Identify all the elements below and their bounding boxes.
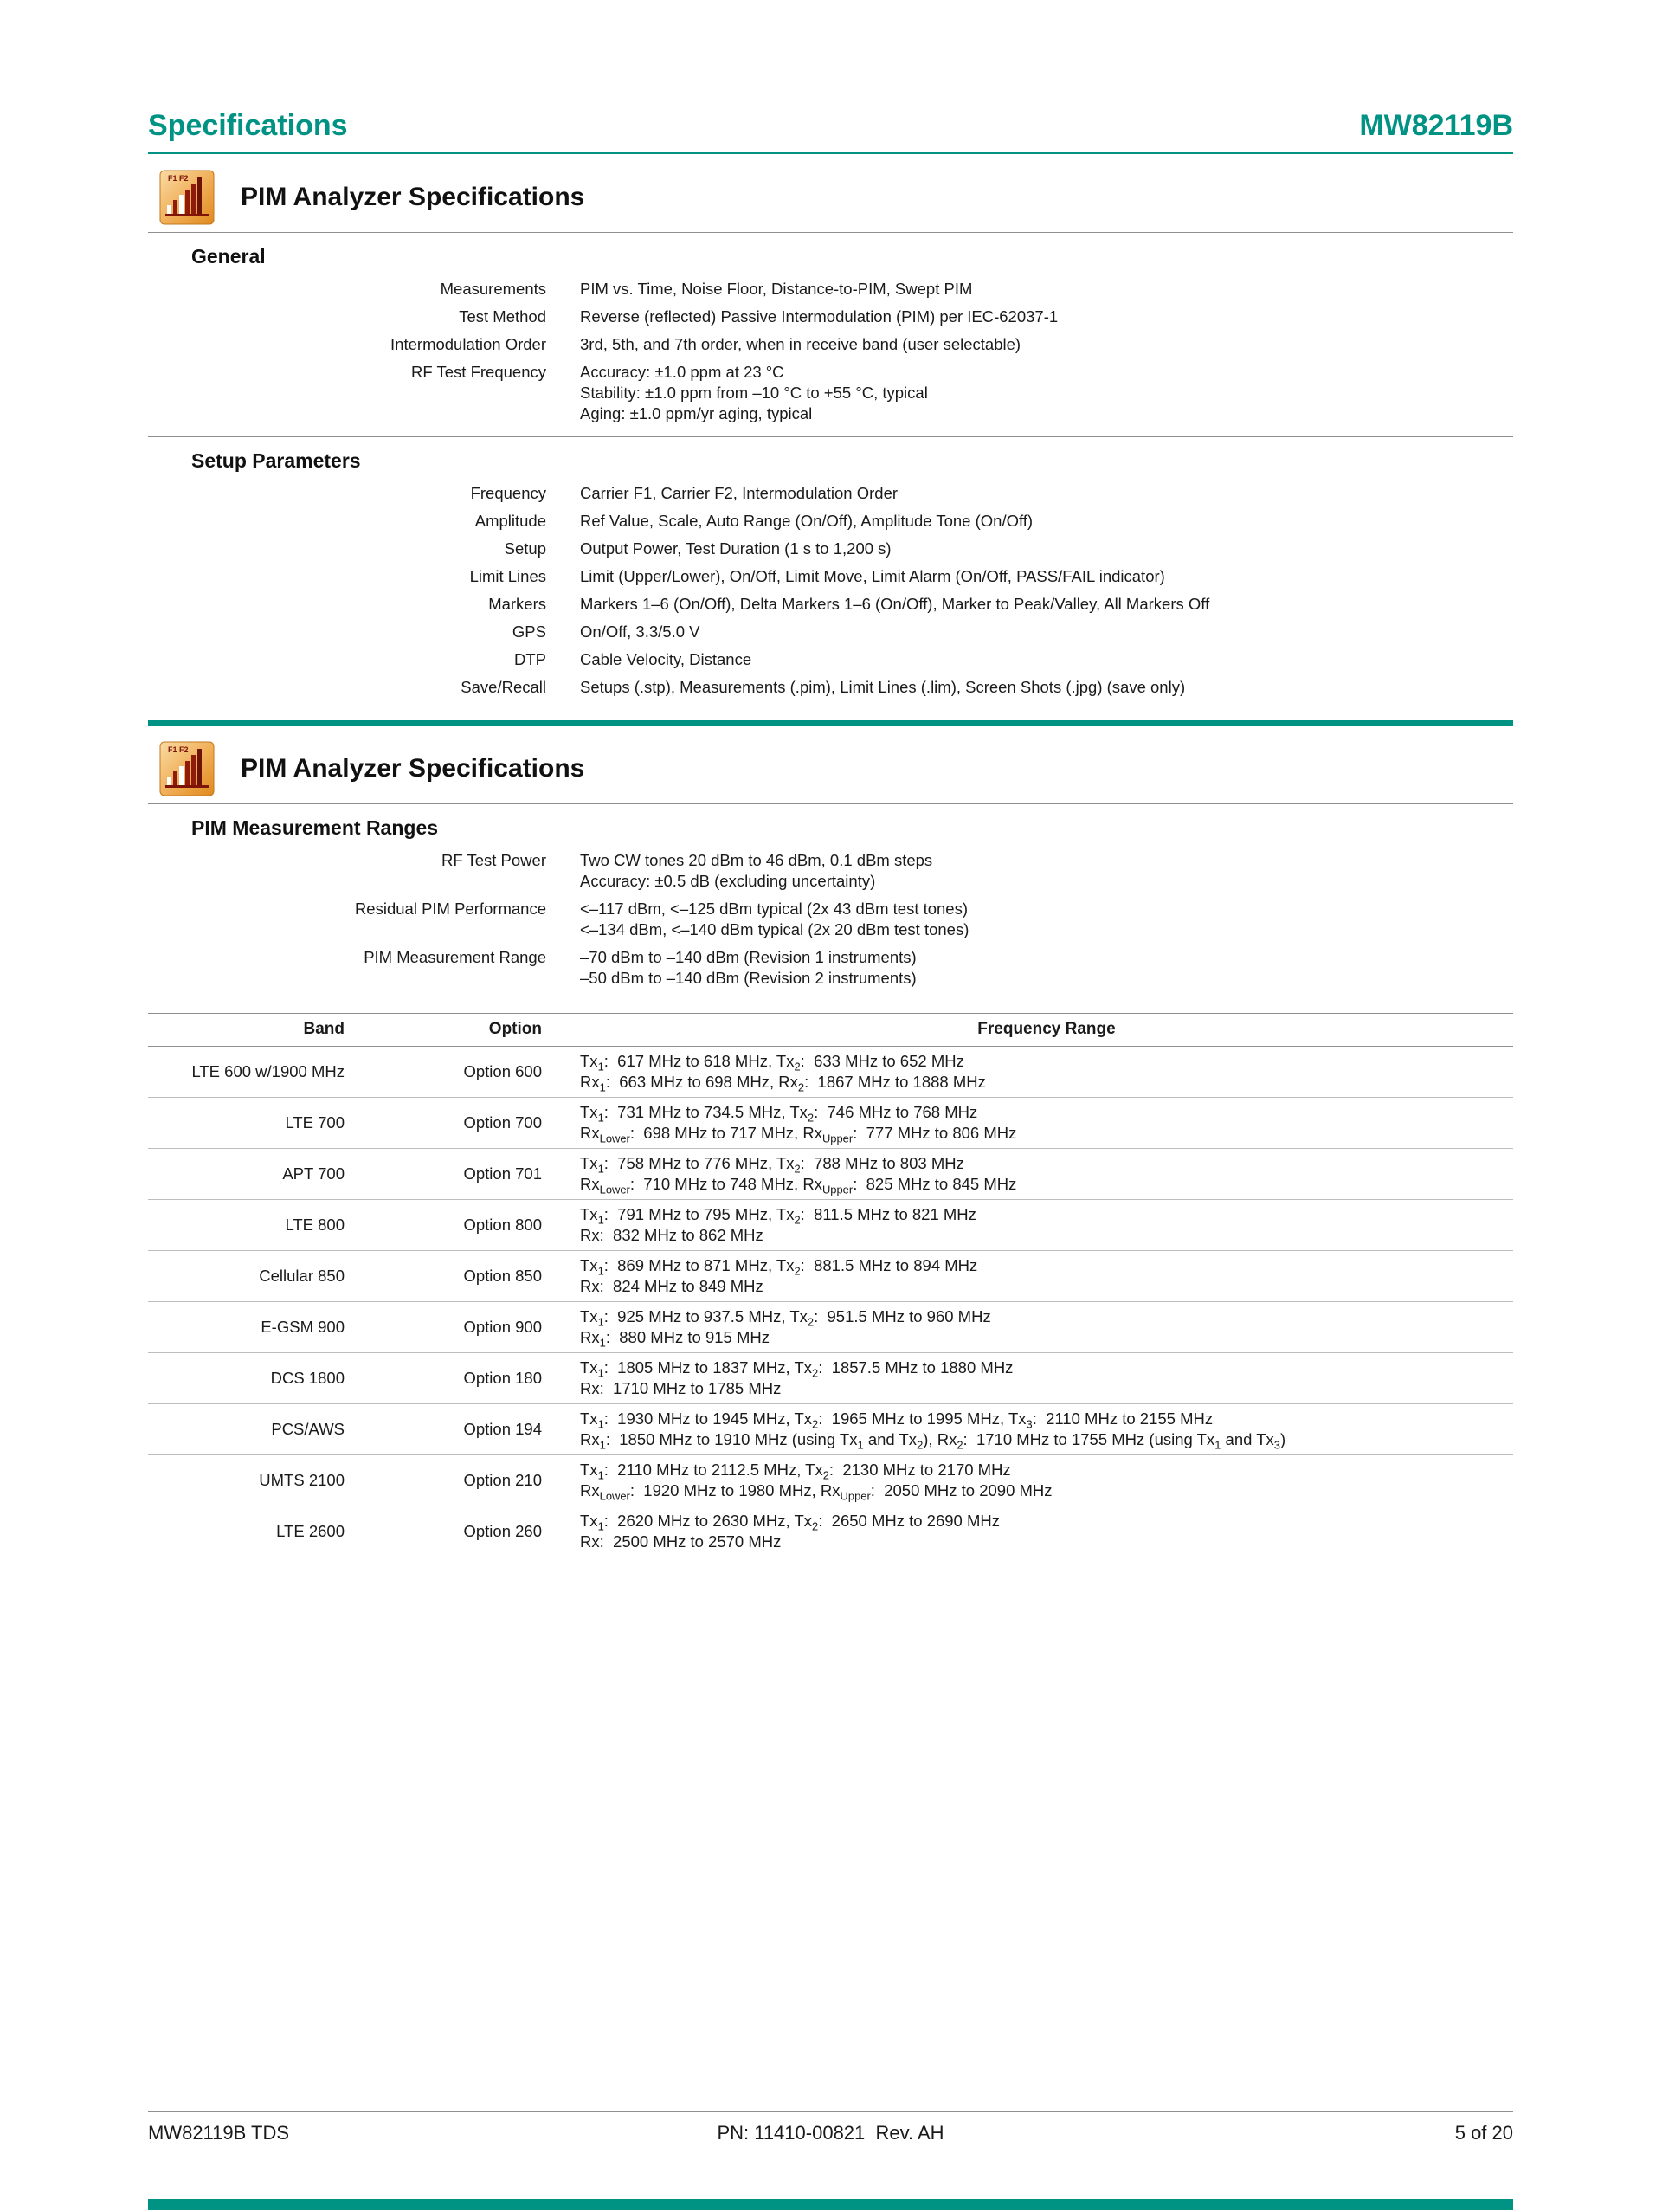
table-header-row (148, 1014, 1513, 1047)
icon-f1f2-label: F1 F2 (168, 745, 189, 754)
option-cell: Option 900 (463, 1318, 542, 1336)
frequency-line: $Tx_1$: 869 MHz to 871 MHz, $Tx_2$: 881.5 MHz to 894 MHz (580, 1256, 978, 1278)
spec-value-line: <–134 dBm, <–140 dBm typical (2x 20 dBm test tones) (580, 920, 970, 938)
column-header-band: Band (303, 1020, 345, 1038)
band-cell: E-GSM 900 (261, 1318, 345, 1336)
subsection-title-pim-measurement-ranges: PIM Measurement Ranges (191, 816, 439, 839)
frequency-line: $Tx_1$: 731 MHz to 734.5 MHz, $Tx_2$: 746 MHz to 768 MHz (580, 1103, 978, 1125)
page-title: Specifications (148, 109, 348, 142)
option-cell: Option 800 (463, 1216, 542, 1234)
model-number: MW82119B (1359, 109, 1513, 142)
option-cell: Option 701 (463, 1164, 542, 1183)
spec-value-line: Output Power, Test Duration (1 s to 1,200 s) (580, 539, 892, 558)
general-rows (148, 279, 1513, 424)
frequency-line: $Rx_1$: 1850 MHz to 1910 MHz (using $Tx_1$ and $Tx_2$), $Rx_2$: 1710 MHz to 1755 MHz (using $Tx_1$ and $Tx_3$) (580, 1430, 1286, 1452)
table-row (148, 1149, 1513, 1200)
spec-value (580, 677, 1513, 698)
band-cell: UMTS 2100 (259, 1471, 345, 1489)
spec-value-line: Markers 1–6 (On/Off), Delta Markers 1–6 (On/Off), Marker to Peak/Valley, All Markers Off (580, 595, 1210, 613)
ranges-rows (148, 850, 1513, 989)
spec-row (148, 649, 1513, 670)
spec-value-line: –50 dBm to –140 dBm (Revision 2 instruments) (580, 969, 917, 987)
spec-label: GPS (512, 622, 546, 641)
spec-value-line: 3rd, 5th, and 7th order, when in receive band (user selectable) (580, 335, 1021, 353)
band-cell: DCS 1800 (270, 1369, 345, 1387)
spec-value-line: Ref Value, Scale, Auto Range (On/Off), Amplitude Tone (On/Off) (580, 512, 1034, 530)
section-title: PIM Analyzer Specifications (241, 754, 585, 783)
frequency-cell (542, 1051, 1513, 1093)
spec-value-line: PIM vs. Time, Noise Floor, Distance-to-PIM, Swept PIM (580, 280, 973, 298)
pim-spectrum-icon (159, 170, 215, 225)
spec-row (148, 483, 1513, 504)
frequency-line: $Rx_{Lower}$: 1920 MHz to 1980 MHz, $Rx_{Upper}$: 2050 MHz to 2090 MHz (580, 1481, 1053, 1503)
spec-value-line: Accuracy: ±0.5 dB (excluding uncertainty) (580, 872, 876, 890)
spec-label: Limit Lines (469, 567, 546, 585)
frequency-line: $Tx_1$: 1805 MHz to 1837 MHz, $Tx_2$: 1857.5 MHz to 1880 MHz (580, 1358, 1014, 1380)
table-row (148, 1353, 1513, 1404)
spec-row (148, 850, 1513, 892)
band-cell: LTE 2600 (276, 1522, 345, 1540)
frequency-line: $Rx_1$: 663 MHz to 698 MHz, $Rx_2$: 1867 MHz to 1888 MHz (580, 1073, 986, 1094)
spec-value-line: Two CW tones 20 dBm to 46 dBm, 0.1 dBm steps (580, 851, 933, 869)
subsection-rule (148, 436, 1513, 437)
spec-row (148, 306, 1513, 327)
frequency-line: $Tx_1$: 791 MHz to 795 MHz, $Tx_2$: 811.5 MHz to 821 MHz (580, 1205, 976, 1227)
option-cell: Option 700 (463, 1113, 542, 1132)
frequency-line: $Tx_1$: 2620 MHz to 2630 MHz, $Tx_2$: 2650 MHz to 2690 MHz (580, 1512, 1000, 1533)
spec-label: Amplitude (474, 512, 546, 530)
spec-row (148, 279, 1513, 300)
pim-spectrum-icon (159, 741, 215, 796)
spec-value (580, 566, 1513, 587)
frequency-cell (542, 1511, 1513, 1552)
spec-label: Residual PIM Performance (354, 900, 546, 918)
spec-value-line: Aging: ±1.0 ppm/yr aging, typical (580, 404, 813, 422)
doc-header (148, 109, 1513, 143)
table-row (148, 1098, 1513, 1149)
band-cell: LTE 600 w/1900 MHz (191, 1062, 345, 1080)
band-cell: LTE 700 (285, 1113, 345, 1132)
spec-label: Save/Recall (461, 678, 546, 696)
spec-value (580, 334, 1513, 355)
spec-label: Markers (488, 595, 546, 613)
frequency-cell (542, 1255, 1513, 1297)
frequency-cell (542, 1204, 1513, 1246)
section-header-2 (148, 741, 1513, 796)
spec-value-line: <–117 dBm, <–125 dBm typical (2x 43 dBm test tones) (580, 900, 969, 918)
spec-label: Intermodulation Order (390, 335, 546, 353)
spec-value (580, 594, 1513, 615)
spec-row (148, 334, 1513, 355)
spec-value-line: Setups (.stp), Measurements (.pim), Limit Lines (.lim), Screen Shots (.jpg) (save only) (580, 678, 1186, 696)
section-rule (148, 803, 1513, 804)
column-header-option: Option (488, 1020, 542, 1038)
spec-value (580, 279, 1513, 300)
spec-label: Test Method (459, 307, 546, 326)
table-row (148, 1251, 1513, 1302)
page-content (148, 0, 1513, 1557)
spec-value (580, 511, 1513, 532)
frequency-line: $Tx_1$: 617 MHz to 618 MHz, $Tx_2$: 633 MHz to 652 MHz (580, 1052, 964, 1074)
option-cell: Option 260 (463, 1522, 542, 1540)
page-footer (148, 2111, 1513, 2144)
section-rule (148, 232, 1513, 233)
spec-value (580, 850, 1513, 892)
spec-row (148, 677, 1513, 698)
spec-value-line: Accuracy: ±1.0 ppm at 23 °C (580, 363, 784, 381)
frequency-line: Rx: 832 MHz to 862 MHz (580, 1226, 763, 1244)
spec-value (580, 947, 1513, 989)
band-frequency-table (148, 1013, 1513, 1557)
spec-value (580, 622, 1513, 642)
option-cell: Option 850 (463, 1267, 542, 1285)
frequency-line: $Rx_{Lower}$: 710 MHz to 748 MHz, $Rx_{Upper}$: 825 MHz to 845 MHz (580, 1175, 1017, 1196)
option-cell: Option 180 (463, 1369, 542, 1387)
frequency-line: $Rx_1$: 880 MHz to 915 MHz (580, 1328, 770, 1350)
subsection-title-general: General (191, 245, 266, 268)
section-divider (148, 720, 1513, 726)
column-header-frequency-range: Frequency Range (977, 1020, 1116, 1038)
spec-value (580, 306, 1513, 327)
spec-value-line: Stability: ±1.0 ppm from –10 °C to +55 °C, typical (580, 384, 928, 402)
frequency-line: Rx: 824 MHz to 849 MHz (580, 1277, 763, 1295)
table-row (148, 1047, 1513, 1098)
spec-row (148, 622, 1513, 642)
spec-label: PIM Measurement Range (364, 948, 546, 966)
footer-part-number: PN: 11410-00821 Rev. AH (717, 2122, 944, 2144)
spec-row (148, 362, 1513, 424)
frequency-line: $Rx_{Lower}$: 698 MHz to 717 MHz, $Rx_{Upper}$: 777 MHz to 806 MHz (580, 1124, 1017, 1145)
icon-f1f2-label: F1 F2 (168, 174, 189, 183)
frequency-cell (542, 1409, 1513, 1450)
spec-row (148, 594, 1513, 615)
frequency-cell (542, 1358, 1513, 1399)
frequency-cell (542, 1460, 1513, 1501)
frequency-cell (542, 1102, 1513, 1144)
spec-value (580, 483, 1513, 504)
table-row (148, 1506, 1513, 1557)
spec-row (148, 566, 1513, 587)
header-rule (148, 152, 1513, 154)
band-cell: Cellular 850 (259, 1267, 345, 1285)
footer-page-number: 5 of 20 (1454, 2122, 1513, 2144)
spec-label: DTP (514, 650, 546, 668)
frequency-line: Rx: 1710 MHz to 1785 MHz (580, 1379, 782, 1397)
table-row (148, 1302, 1513, 1353)
frequency-cell (542, 1306, 1513, 1348)
spec-value-line: Carrier F1, Carrier F2, Intermodulation Order (580, 484, 899, 502)
option-cell: Option 194 (463, 1420, 542, 1438)
spec-value-line: Cable Velocity, Distance (580, 650, 752, 668)
section-title: PIM Analyzer Specifications (241, 183, 585, 211)
frequency-line: $Tx_1$: 2110 MHz to 2112.5 MHz, $Tx_2$: 2130 MHz to 2170 MHz (580, 1461, 1011, 1482)
section-header-1 (148, 170, 1513, 225)
band-cell: PCS/AWS (271, 1420, 345, 1438)
frequency-line: Rx: 2500 MHz to 2570 MHz (580, 1532, 782, 1551)
spec-value (580, 649, 1513, 670)
footer-accent-bar (148, 2199, 1513, 2210)
spec-row (148, 899, 1513, 940)
table-row (148, 1404, 1513, 1455)
setup-rows (148, 483, 1513, 698)
footer-doc-name: MW82119B TDS (148, 2122, 290, 2144)
spec-value-line: Limit (Upper/Lower), On/Off, Limit Move, Limit Alarm (On/Off, PASS/FAIL indicator) (580, 567, 1165, 585)
spec-label: RF Test Power (441, 851, 546, 869)
frequency-line: $Tx_1$: 925 MHz to 937.5 MHz, $Tx_2$: 951.5 MHz to 960 MHz (580, 1307, 991, 1329)
band-cell: LTE 800 (285, 1216, 345, 1234)
spec-value-line: On/Off, 3.3/5.0 V (580, 622, 700, 641)
option-cell: Option 600 (463, 1062, 542, 1080)
spec-label: Frequency (470, 484, 546, 502)
table-row (148, 1455, 1513, 1506)
spec-label: RF Test Frequency (411, 363, 546, 381)
table-row (148, 1200, 1513, 1251)
frequency-cell (542, 1153, 1513, 1195)
spec-value-line: Reverse (reflected) Passive Intermodulation (PIM) per IEC-62037-1 (580, 307, 1059, 326)
spec-label: Setup (504, 539, 546, 558)
spec-row (148, 538, 1513, 559)
spec-row (148, 947, 1513, 989)
spec-row (148, 511, 1513, 532)
spec-value (580, 362, 1513, 424)
subsection-title-setup-parameters: Setup Parameters (191, 449, 361, 472)
spec-value (580, 538, 1513, 559)
band-cell: APT 700 (282, 1164, 345, 1183)
frequency-line: $Tx_1$: 758 MHz to 776 MHz, $Tx_2$: 788 MHz to 803 MHz (580, 1154, 964, 1176)
spec-label: Measurements (440, 280, 546, 298)
frequency-line: $Tx_1$: 1930 MHz to 1945 MHz, $Tx_2$: 1965 MHz to 1995 MHz, $Tx_3$: 2110 MHz to 2155 MHz (580, 1409, 1214, 1431)
option-cell: Option 210 (463, 1471, 542, 1489)
spec-value (580, 899, 1513, 940)
spec-value-line: –70 dBm to –140 dBm (Revision 1 instruments) (580, 948, 917, 966)
